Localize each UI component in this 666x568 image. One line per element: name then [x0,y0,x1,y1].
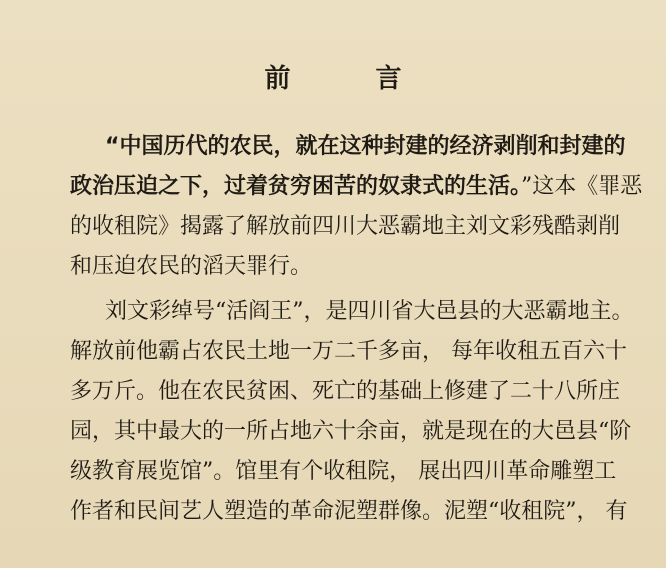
body-text: ”这本《罪恶 [521,174,643,199]
paragraph-2-line-2: 解放前他霸占农民土地一万二千多亩， 每年收租五百六十 [70,339,627,364]
paragraph-1-line-1 [105,133,630,161]
paragraph-2-line-1: 刘文彩绰号“活阎王”，是四川省大邑县的大恶霸地主。 [105,299,634,324]
paragraph-2-line-3: 多万斤。他在农民贫困、死亡的基础上修建了二十八所庄 [70,379,621,404]
paragraph-1-line-4 [70,253,630,281]
mao-quote-text: 政治压迫之下，过着贫穷困苦的奴隶式的生活。 [70,174,522,199]
paragraph-2-line-6: 作者和民间艺人塑造的革命泥塑群像。泥塑“收租院”， 有 [70,499,628,524]
body-text: 和压迫农民的滔天罪行。 [70,254,313,279]
paragraph-1-line-2 [70,173,643,201]
paragraph-1-line-3 [70,213,630,241]
body-text: 的收租院》揭露了解放前四川大恶霸地主刘文彩残酷剥削 [70,214,621,239]
mao-quote-text: “中国历代的农民，就在这种封建的经济剥削和封建的 [105,134,626,159]
page-title: 前 言 [264,64,440,94]
paragraph-2-line-4: 园，其中最大的一所占地六十余亩，就是现在的大邑县“阶 [70,419,632,444]
paragraph-2-line-5: 级教育展览馆”。馆里有个收租院， 展出四川革命雕塑工 [70,459,617,484]
